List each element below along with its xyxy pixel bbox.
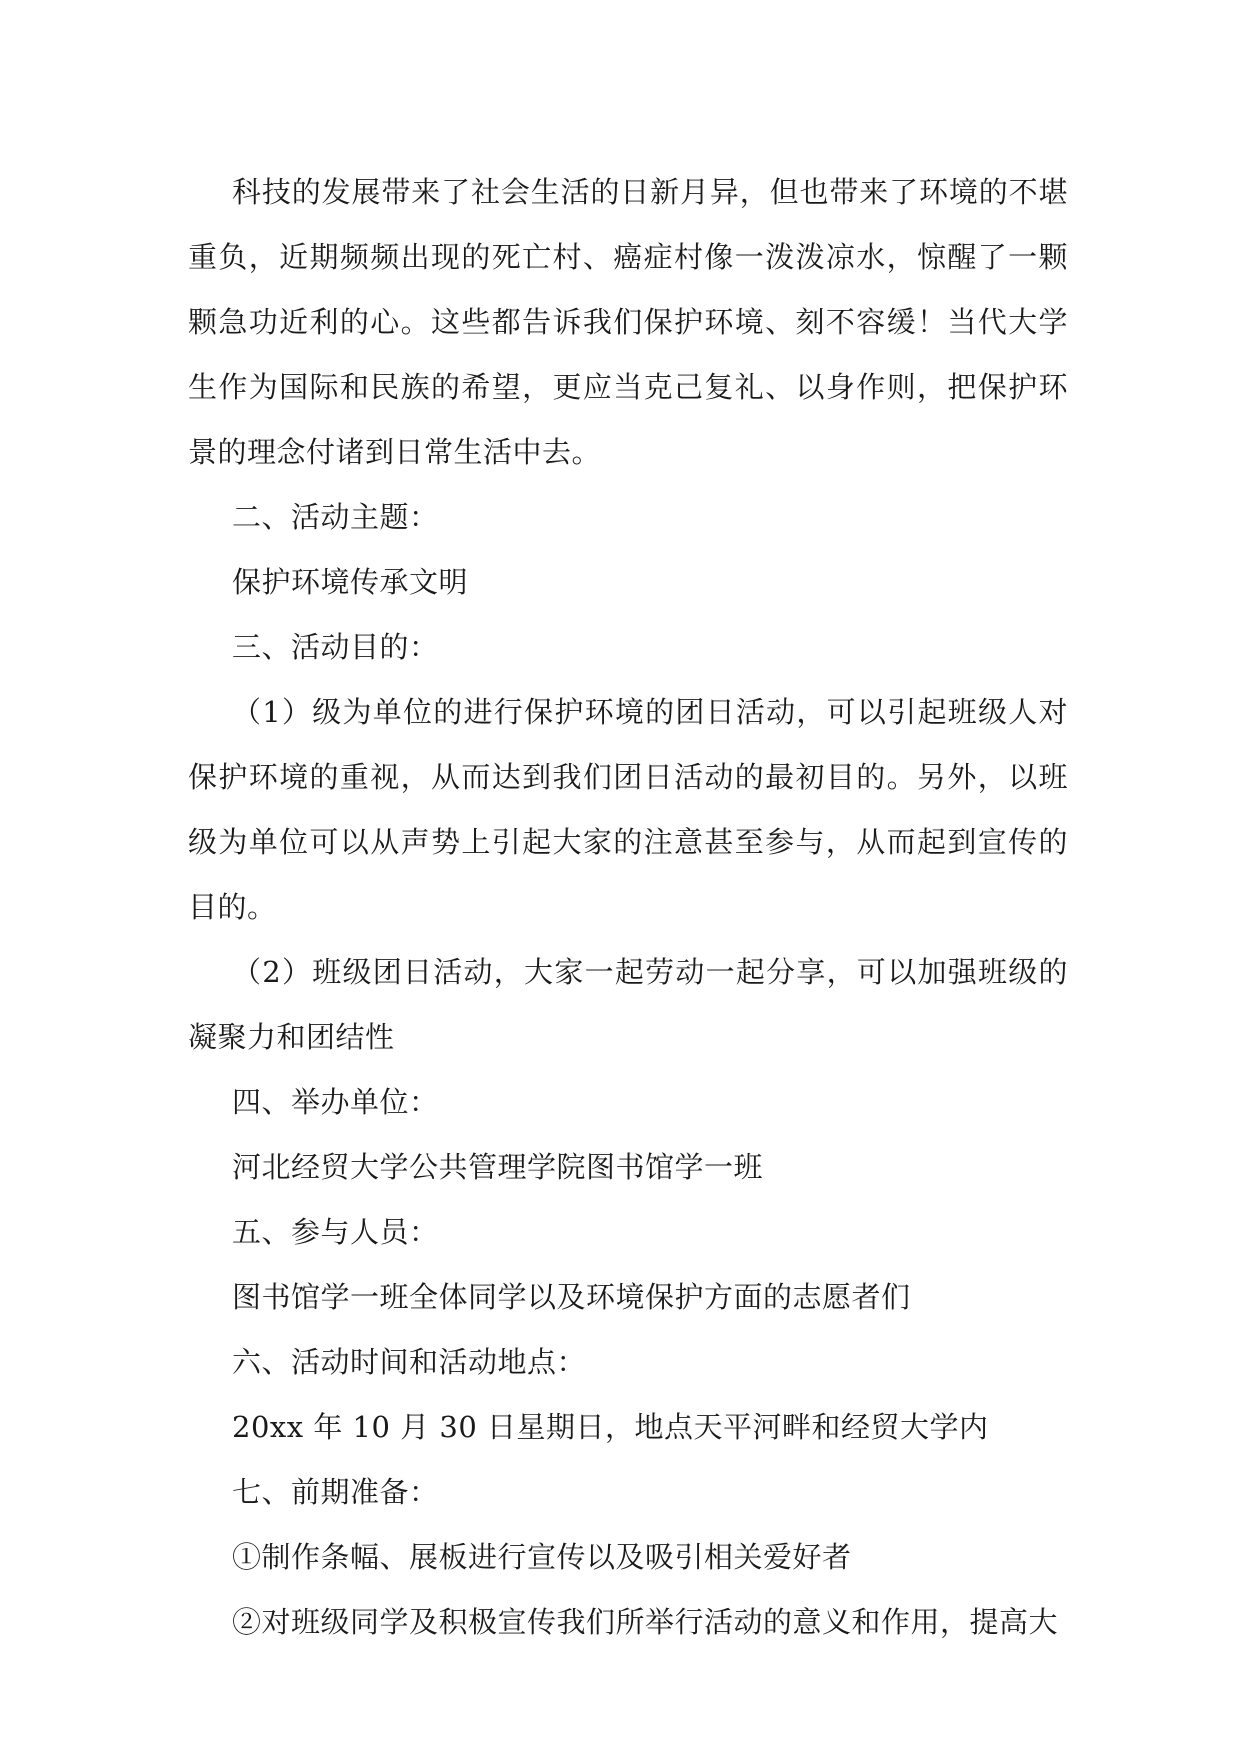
- preparation-item-1: ①制作条幅、展板进行宣传以及吸引相关爱好者: [232, 1540, 852, 1574]
- section-heading-preparation: 七、前期准备：: [232, 1475, 439, 1509]
- section-heading-participants: 五、参与人员：: [232, 1215, 439, 1249]
- section-heading-purpose: 三、活动目的：: [232, 630, 439, 664]
- intro-paragraph: 科技的发展带来了社会生活的日新月异，但也带来了环境的不堪重负，近期频频出现的死亡村、癌症村像一泼泼凉水，惊醒了一颗颗急功近利的心。这些都告诉我们保护环境、刻不容缓！当代大学生作为国际和民族的希望，更应当克己复礼、以身作则，把保护环景的理念付诸到日常生活中去。: [188, 175, 1068, 469]
- section-text-theme: 保护环境传承文明: [232, 565, 469, 599]
- purpose-item-2: （2）班级团日活动，大家一起劳动一起分享，可以加强班级的凝聚力和团结性: [188, 955, 1068, 1054]
- purpose-item-1: （1）级为单位的进行保护环境的团日活动，可以引起班级人对保护环境的重视，从而达到我们团日活动的最初目的。另外，以班级为单位可以从声势上引起大家的注意甚至参与，从而起到宣传的目的。: [188, 695, 1068, 924]
- preparation-item-2: ②对班级同学及积极宣传我们所举行活动的意义和作用，提高大: [232, 1605, 1059, 1639]
- document-body: [188, 160, 1068, 1655]
- section-heading-time-place: 六、活动时间和活动地点：: [232, 1345, 587, 1379]
- section-text-participants: 图书馆学一班全体同学以及环境保护方面的志愿者们: [232, 1280, 911, 1314]
- section-text-organizer: 河北经贸大学公共管理学院图书馆学一班: [232, 1150, 764, 1184]
- section-heading-theme: 二、活动主题：: [232, 500, 439, 534]
- section-text-time-place: 20xx 年 10 月 30 日星期日，地点天平河畔和经贸大学内: [232, 1410, 989, 1444]
- section-heading-organizer: 四、举办单位：: [232, 1085, 439, 1119]
